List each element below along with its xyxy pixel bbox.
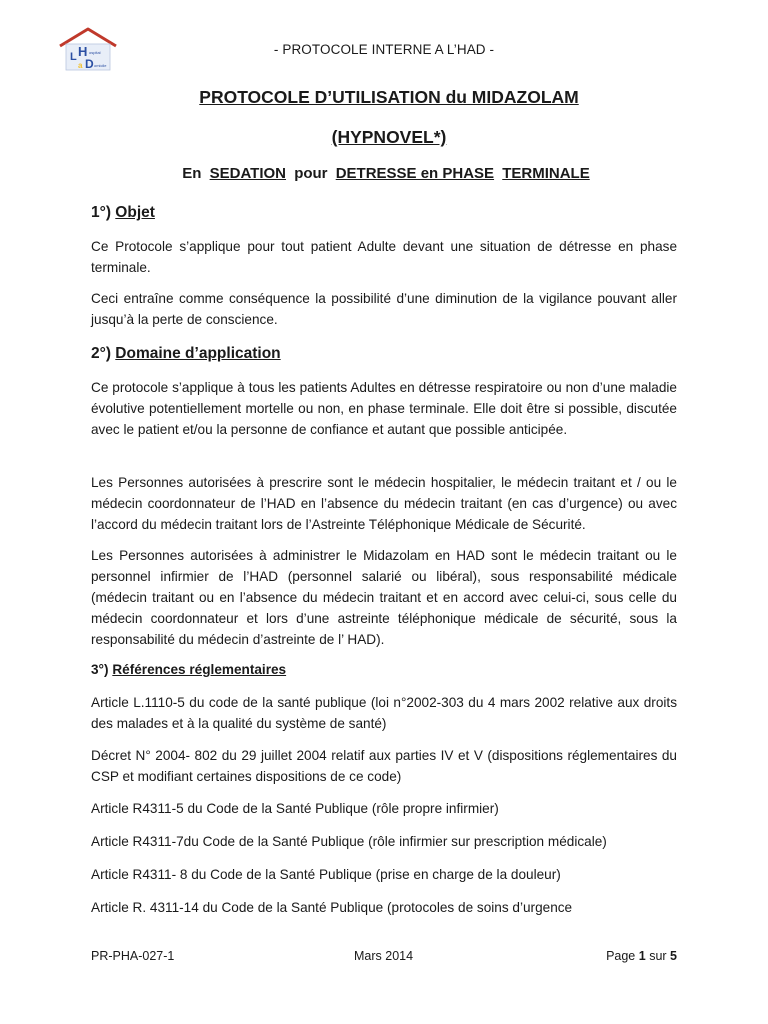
svg-text:ospital: ospital bbox=[89, 50, 101, 55]
subtitle-detresse: DETRESSE en PHASE bbox=[335, 165, 495, 182]
section-number: 3°) bbox=[91, 662, 109, 677]
svg-text:a: a bbox=[78, 61, 83, 70]
section-heading-objet bbox=[91, 204, 155, 222]
document-subtitle-drug: (HYPNOVEL*) bbox=[331, 127, 447, 147]
section-number: 1°) bbox=[91, 204, 111, 221]
header-text: - PROTOCOLE INTERNE A L’HAD - bbox=[273, 42, 495, 57]
document-date: Mars 2014 bbox=[354, 949, 414, 963]
paragraph-domaine-1: Ce protocole s’applique à tous les patients Adultes en détresse respiratoire ou non d’une maladie évolutive potentiellement mortelle ou non, en phase terminale. Elle doit être si possible, discutée avec le patient et/ou la personne de confiance et autant que possible anticipée. bbox=[91, 380, 677, 437]
section-heading-references bbox=[91, 662, 286, 677]
page-number bbox=[606, 949, 677, 963]
svg-text:omicile: omicile bbox=[94, 63, 107, 68]
document-reference: PR-PHA-027-1 bbox=[91, 949, 175, 963]
reference-article: Article R4311-7du Code de la Santé Publique (rôle infirmier sur prescription médicale) bbox=[91, 834, 607, 849]
page-total: 5 bbox=[670, 949, 677, 963]
subtitle-terminale: TERMINALE bbox=[502, 165, 590, 182]
section-label: Références réglementaires bbox=[112, 662, 287, 677]
paragraph-domaine-2: Les Personnes autorisées à prescrire sont le médecin hospitalier, le médecin traitant et / ou le médecin coordonnateur de l’HAD en l’absence du médecin traitant (en cas d’urgence) ou avec l’accord du médecin traitant lors de l’Astreinte Téléphonique Médicale de Sécurité. bbox=[91, 475, 677, 532]
svg-text:D: D bbox=[85, 57, 94, 71]
document-subtitle bbox=[0, 165, 768, 182]
section-label: Domaine d’application bbox=[115, 345, 281, 362]
document-title: PROTOCOLE D’UTILISATION du MIDAZOLAM bbox=[199, 87, 579, 107]
subtitle-mid: pour bbox=[294, 165, 328, 182]
section-label: Objet bbox=[115, 204, 155, 221]
paragraph-objet-1: Ce Protocole s’applique pour tout patient Adulte devant une situation de détresse en phase terminale. bbox=[91, 239, 677, 275]
section-heading-domaine bbox=[91, 345, 281, 363]
subtitle-sedation: SEDATION bbox=[209, 165, 287, 182]
reference-article: Article L.1110-5 du code de la santé publique (loi n°2002-303 du 4 mars 2002 relative aux droits des malades et à la qualité du système de santé) bbox=[91, 695, 677, 731]
reference-article: Décret N° 2004- 802 du 29 juillet 2004 relatif aux parties IV et V (dispositions réglementaires du CSP et modifiant certaines dispositions de ce code) bbox=[91, 748, 677, 784]
page-footer bbox=[91, 949, 677, 967]
page-current: 1 bbox=[638, 949, 646, 963]
reference-article: Article R4311-5 du Code de la Santé Publique (rôle propre infirmier) bbox=[91, 801, 499, 816]
paragraph-domaine-3: Les Personnes autorisées à administrer le Midazolam en HAD sont le médecin traitant ou le personnel infirmier de l’HAD (personnel salarié ou libéral), sous responsabilité médicale (médecin traitant ou en l’absence du médecin traitant et en accord avec celui-ci, sous celle du médecin coordonnateur et lors d’une astreinte téléphonique médicale de sécurité, sous la responsabilité du médecin d’astreinte de l’ HAD). bbox=[91, 548, 677, 647]
page-label: Page bbox=[606, 949, 636, 963]
svg-text:H: H bbox=[78, 44, 88, 59]
reference-article: Article R. 4311-14 du Code de la Santé Publique (protocoles de soins d’urgence bbox=[91, 900, 573, 915]
svg-text:L: L bbox=[70, 51, 77, 63]
reference-article: Article R4311- 8 du Code de la Santé Publique (prise en charge de la douleur) bbox=[91, 867, 561, 882]
paragraph-objet-2: Ceci entraîne comme conséquence la possibilité d’une diminution de la vigilance pouvant aller jusqu’à la perte de conscience. bbox=[91, 291, 677, 327]
section-number: 2°) bbox=[91, 345, 111, 362]
page-of: sur bbox=[649, 949, 667, 963]
subtitle-prefix: En bbox=[182, 165, 202, 182]
